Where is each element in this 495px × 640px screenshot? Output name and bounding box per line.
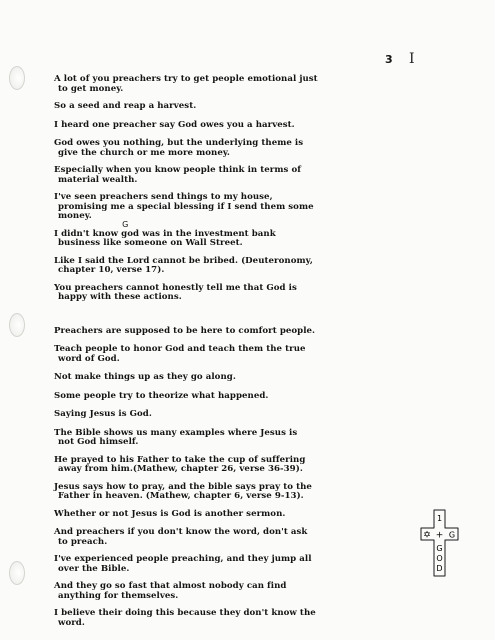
cross-right-letter: G (448, 530, 456, 540)
paragraph: Teach people to honor God and teach them the true word of God. (54, 344, 306, 364)
paragraph: I've seen preachers send things to my house, promising me a special blessing if I send them some money. (54, 192, 314, 221)
paragraph: And preachers if you don't know the word, don't ask to preach. (54, 527, 308, 547)
paragraph: Some people try to theorize what happened. (54, 390, 269, 401)
paragraph: Saying Jesus is God. (54, 409, 152, 419)
cross-letter: D (436, 564, 443, 573)
paragraph: I've experienced people preaching, and they jump all over the Bible. (54, 554, 312, 574)
binder-hole-bottom (9, 561, 25, 585)
paragraph: Whether or not Jesus is God is another sermon. (54, 508, 286, 519)
paragraph: The Bible shows us many examples where Jesus is not God himself. (54, 427, 298, 447)
paragraph: I believe their doing this because they don't know the word. (54, 608, 316, 628)
paragraph: You preachers cannot honestly tell me that God is happy with these actions. (54, 282, 297, 302)
star-of-david-icon: ✡ (423, 530, 431, 541)
paragraph: He prayed to his Father to take the cup of suffering away from him.(Mathew, chapter 26, verse 36-39). (54, 454, 306, 474)
page-handwritten-mark: I (409, 51, 415, 67)
binder-hole-top (9, 66, 25, 90)
cross-letter: O (436, 554, 443, 563)
document-body (54, 75, 409, 628)
paragraph: Like I said the Lord cannot be bribed. (Deuteronomy, chapter 10, verse 17). (54, 255, 313, 275)
cross-top-mark: 1 (436, 514, 443, 523)
handwritten-letter: G (122, 219, 129, 229)
paragraph: So a seed and reap a harvest. (54, 101, 197, 111)
paragraph: Jesus says how to pray, and the bible says pray to the Father in heaven. (Mathew, chapter 6, verse 9-13). (54, 481, 312, 501)
paragraph: I heard one preacher say God owes you a harvest. (54, 119, 295, 130)
paragraph: Especially when you know people think in terms of material wealth. (54, 165, 301, 185)
paragraph: A lot of you preachers try to get people emotional just to get money. (54, 74, 318, 94)
hand-drawn-cross-icon (420, 508, 460, 578)
binder-hole-middle (9, 313, 25, 337)
paragraph: And they go so fast that almost nobody can find anything for themselves. (54, 581, 287, 601)
paragraph: God owes you nothing, but the underlying theme is give the church or me more money. (54, 138, 304, 158)
cross-letter: G (436, 544, 443, 553)
page-number: 3 (385, 53, 393, 66)
paragraph: Not make things up as they go along. (54, 372, 236, 382)
cross-center-mark: + (435, 530, 444, 541)
paragraph: I didn't know G god was in the investment bank business like someone on Wall Street. (54, 219, 276, 248)
paragraph: Preachers are supposed to be here to comfort people. (54, 325, 316, 336)
